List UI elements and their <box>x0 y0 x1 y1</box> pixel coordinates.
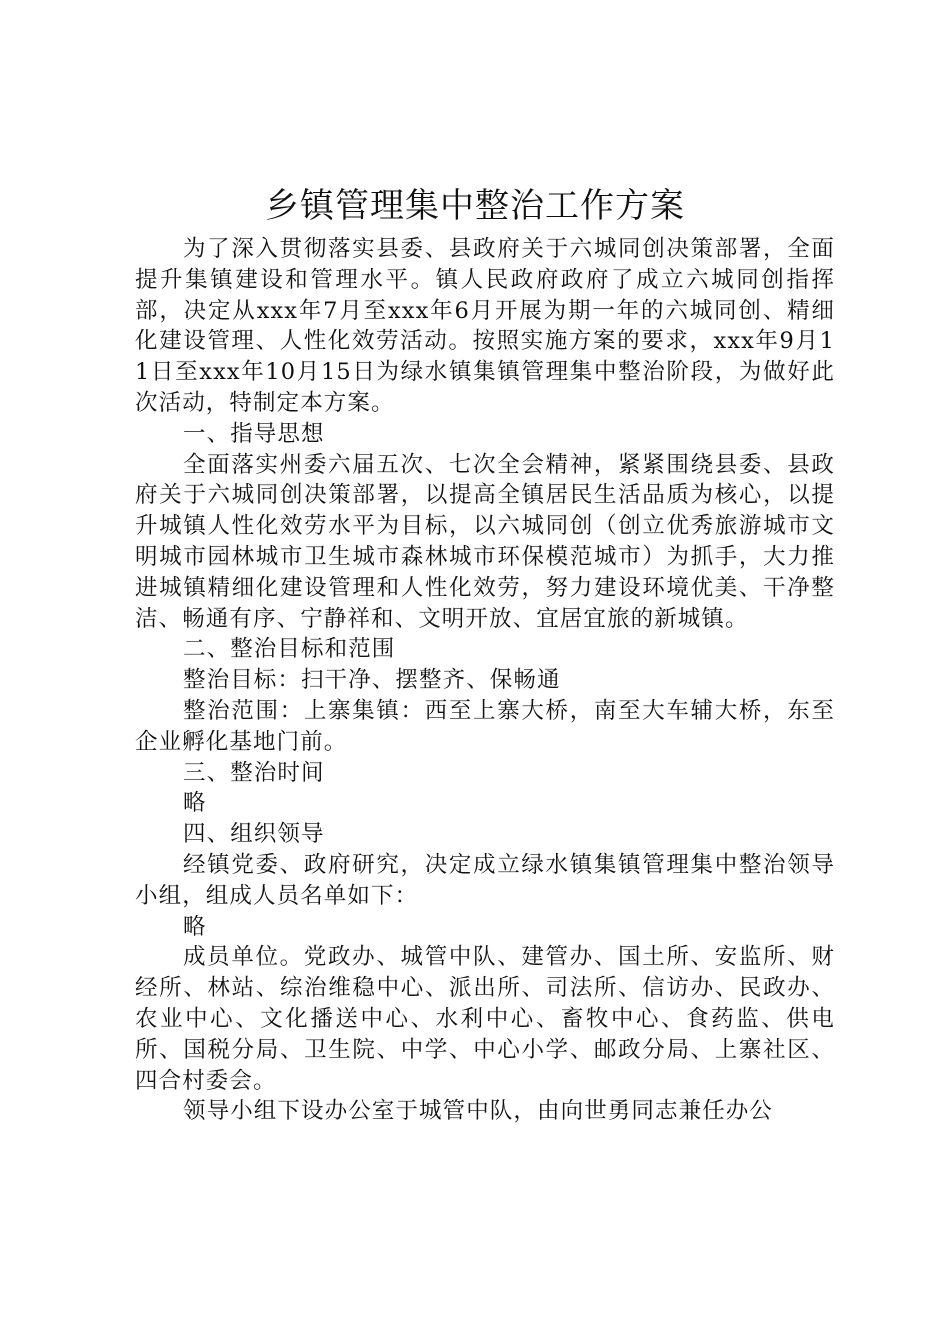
paragraph-intro: 为了深入贯彻落实县委、县政府关于六城同创决策部署，全面提升集镇建设和管理水平。镇人民政府政府了成立六城同创指挥部，决定从xxx年7月至xxx年6月开展为期一年的六城同创、精细化建设管理、人性化效劳活动。按照实施方案的要求，xxx年9月11日至xxx年10月15日为绿水镇集镇管理集中整治阶段，为做好此次活动，特制定本方案。 <box>135 236 835 416</box>
paragraph-scope: 整治范围：上寨集镇：西至上寨大桥，南至大车辅大桥，东至企业孵化基地门前。 <box>135 697 835 755</box>
paragraph-guiding-ideology: 全面落实州委六届五次、七次全会精神，紧紧围绕县委、县政府关于六城同创决策部署，以提高全镇居民生活品质为核心，以提升城镇人性化效劳水平为目标，以六城同创（创立优秀旅游城市文明城市园林城市卫生城市森林城市环保模范城市）为抓手，大力推进城镇精细化建设管理和人性化效劳，努力建设环境优美、干净整洁、畅通有序、宁静祥和、文明开放、宜居宜旅的新城镇。 <box>135 451 835 632</box>
heading-goals-scope: 二、整治目标和范围 <box>183 636 396 663</box>
paragraph-goals: 整治目标：扫干净、摆整齐、保畅通 <box>183 667 561 694</box>
document-title: 乡镇管理集中整治工作方案 <box>265 186 685 226</box>
heading-organization: 四、组织领导 <box>183 821 325 848</box>
paragraph-organization: 经镇党委、政府研究，决定成立绿水镇集镇管理集中整治领导小组，组成人员名单如下： <box>135 851 835 909</box>
paragraph-member-units: 成员单位。党政办、城管中队、建管办、国土所、安监所、财经所、林站、综治维稳中心、派出所、司法所、信访办、民政办、农业中心、文化播送中心、水利中心、畜牧中心、食药监、供电所、国税分局、卫生院、中学、中心小学、邮政分局、上寨社区、四合村委会。 <box>135 944 835 1094</box>
heading-schedule: 三、整治时间 <box>183 759 325 786</box>
document-body <box>135 234 835 1127</box>
paragraph-member-list: 略 <box>183 913 207 940</box>
paragraph-schedule: 略 <box>183 790 207 817</box>
heading-guiding-ideology: 一、指导思想 <box>183 420 325 447</box>
paragraph-office: 领导小组下设办公室于城管中队，由向世勇同志兼任办公 <box>183 1098 774 1125</box>
